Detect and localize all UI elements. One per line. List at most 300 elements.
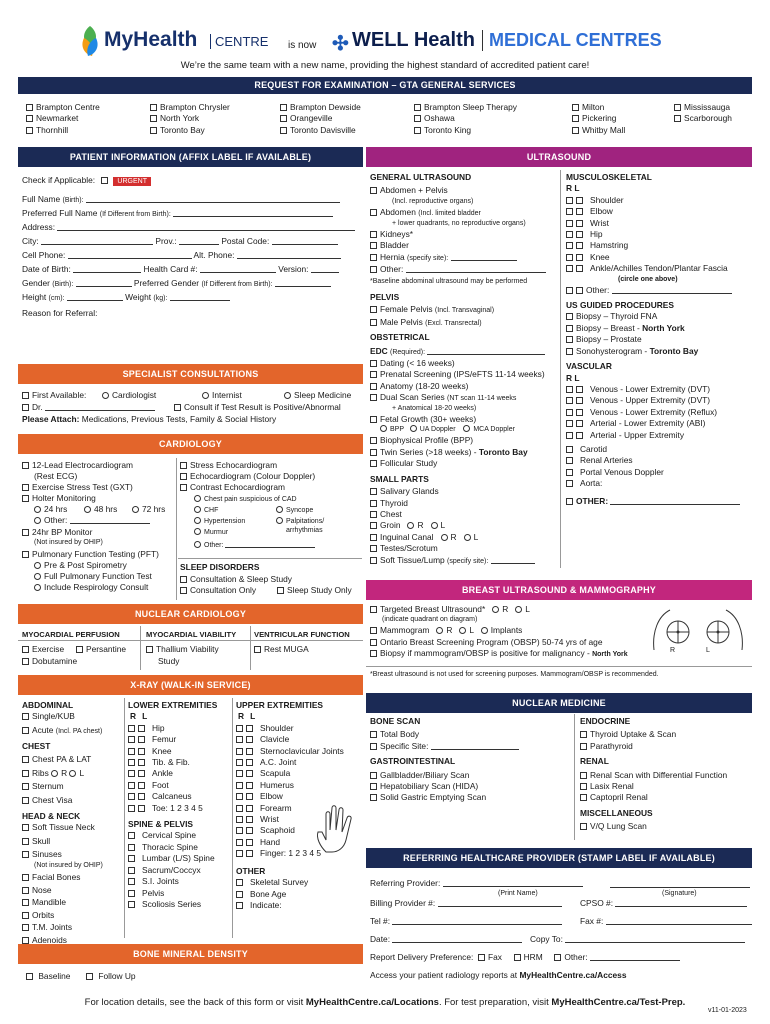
checkbox[interactable] <box>22 838 29 845</box>
consult-only[interactable] <box>180 585 256 596</box>
checkbox[interactable] <box>566 386 573 393</box>
checkbox[interactable] <box>370 522 377 529</box>
checkbox[interactable] <box>128 725 135 732</box>
checkbox[interactable] <box>22 484 29 491</box>
echo-other[interactable] <box>194 540 315 551</box>
list-item[interactable] <box>128 842 217 853</box>
checkbox[interactable] <box>576 420 583 427</box>
list-item[interactable] <box>566 240 740 251</box>
list-item[interactable] <box>128 746 217 757</box>
signature-line[interactable] <box>610 879 750 888</box>
checkbox[interactable] <box>26 973 33 980</box>
input-line[interactable] <box>610 496 740 505</box>
city-input[interactable] <box>41 236 153 245</box>
edc[interactable] <box>370 346 546 358</box>
checkbox[interactable] <box>246 782 253 789</box>
us-other[interactable] <box>370 264 546 275</box>
hida[interactable] <box>370 781 519 792</box>
acute[interactable] <box>22 725 103 737</box>
checkbox[interactable] <box>22 783 29 790</box>
checkbox[interactable] <box>128 855 135 862</box>
checkbox[interactable] <box>128 878 135 885</box>
loc-orangeville[interactable] <box>280 113 361 124</box>
checkbox[interactable] <box>572 127 579 134</box>
checkbox[interactable] <box>22 551 29 558</box>
fax[interactable] <box>580 916 752 927</box>
checkbox[interactable] <box>572 115 579 122</box>
abd-pelvis[interactable] <box>370 185 546 196</box>
checkbox[interactable] <box>138 770 145 777</box>
groin[interactable] <box>370 520 546 531</box>
bp-monitor[interactable] <box>22 527 92 538</box>
checkbox[interactable] <box>128 782 135 789</box>
loc-milton[interactable] <box>572 102 625 113</box>
list-item[interactable] <box>566 206 740 217</box>
checkbox[interactable] <box>22 658 29 665</box>
list-item[interactable] <box>236 768 344 779</box>
salivary[interactable] <box>370 486 546 497</box>
checkbox[interactable] <box>280 127 287 134</box>
pref-gender-input[interactable] <box>275 278 331 287</box>
checkbox[interactable] <box>414 104 421 111</box>
contrast-echo[interactable] <box>180 482 285 493</box>
checkbox[interactable] <box>236 805 243 812</box>
input-line[interactable] <box>45 402 155 411</box>
radio[interactable] <box>132 506 139 513</box>
testes[interactable] <box>370 543 546 554</box>
holter-other[interactable] <box>34 515 150 526</box>
checkbox[interactable] <box>566 457 573 464</box>
radio[interactable] <box>284 392 291 399</box>
checkbox[interactable] <box>580 823 587 830</box>
soft-tissue[interactable] <box>370 555 546 567</box>
checkbox[interactable] <box>128 844 135 851</box>
fetal-growth[interactable] <box>370 414 546 425</box>
checkbox[interactable] <box>280 104 287 111</box>
checkbox[interactable] <box>370 743 377 750</box>
radio[interactable] <box>194 528 201 535</box>
stress-echo[interactable] <box>180 460 277 471</box>
radio[interactable] <box>202 392 209 399</box>
renal-diff[interactable] <box>580 770 727 781</box>
checkbox[interactable] <box>246 736 253 743</box>
kidneys[interactable] <box>370 229 546 240</box>
checkbox[interactable] <box>22 887 29 894</box>
loc-scarborough[interactable] <box>674 113 732 124</box>
checkbox[interactable] <box>580 743 587 750</box>
checkbox[interactable] <box>236 816 243 823</box>
list-item[interactable] <box>128 768 217 779</box>
list-item[interactable] <box>128 899 217 910</box>
checkbox[interactable] <box>370 371 377 378</box>
billing-provider[interactable] <box>370 898 562 909</box>
checkbox[interactable] <box>22 899 29 906</box>
usg-breast[interactable] <box>566 323 740 334</box>
persantine[interactable] <box>76 644 126 655</box>
input-line[interactable] <box>392 934 522 943</box>
dobutamine[interactable] <box>22 656 77 667</box>
radio[interactable] <box>515 606 522 613</box>
checkbox[interactable] <box>236 725 243 732</box>
list-item[interactable] <box>566 229 740 240</box>
list-item[interactable] <box>236 889 344 900</box>
radio[interactable] <box>436 627 443 634</box>
checkbox[interactable] <box>370 394 377 401</box>
checkbox[interactable] <box>22 797 29 804</box>
checkbox[interactable] <box>566 220 573 227</box>
list-item[interactable] <box>566 263 740 274</box>
checkbox[interactable] <box>576 287 583 294</box>
follicular[interactable] <box>370 458 546 469</box>
checkbox[interactable] <box>128 748 135 755</box>
access-link[interactable]: MyHealthCentre.ca/Access <box>519 970 627 980</box>
checkbox[interactable] <box>580 731 587 738</box>
list-item[interactable] <box>128 791 217 802</box>
hernia[interactable] <box>370 252 546 264</box>
checkbox[interactable] <box>150 115 157 122</box>
checkbox[interactable] <box>180 462 187 469</box>
checkbox[interactable] <box>138 805 145 812</box>
ribs[interactable] <box>22 768 103 779</box>
version-input[interactable] <box>311 264 339 273</box>
list-item[interactable] <box>566 418 740 429</box>
full-pft[interactable] <box>34 571 152 582</box>
radio[interactable] <box>481 627 488 634</box>
list-item[interactable] <box>128 734 217 745</box>
checkbox[interactable] <box>370 500 377 507</box>
checkbox[interactable] <box>370 650 377 657</box>
checkbox[interactable] <box>246 748 253 755</box>
syncope[interactable] <box>276 506 313 516</box>
checkbox[interactable] <box>22 404 29 411</box>
checkbox[interactable] <box>22 529 29 536</box>
radio[interactable] <box>51 770 58 777</box>
checkbox[interactable] <box>180 576 187 583</box>
checkbox[interactable] <box>370 449 377 456</box>
radio[interactable] <box>84 506 91 513</box>
checkbox[interactable] <box>128 832 135 839</box>
checkbox[interactable] <box>277 587 284 594</box>
full-name-field[interactable] <box>22 194 340 206</box>
checkbox[interactable] <box>370 534 377 541</box>
soft-tissue-neck[interactable] <box>22 822 103 833</box>
checkbox[interactable] <box>370 306 377 313</box>
checkbox[interactable] <box>370 557 377 564</box>
bmd-followup[interactable] <box>86 971 136 982</box>
list-item[interactable] <box>128 853 217 864</box>
anatomy[interactable] <box>370 381 546 392</box>
checkbox[interactable] <box>236 782 243 789</box>
dual-scan[interactable] <box>370 392 546 404</box>
radio[interactable] <box>441 534 448 541</box>
preferred-name-field[interactable] <box>22 208 333 220</box>
checkbox[interactable] <box>576 265 583 272</box>
list-item[interactable] <box>236 877 344 888</box>
holter-24[interactable] <box>34 504 67 515</box>
checkbox[interactable] <box>128 759 135 766</box>
loc-toronto-king[interactable] <box>414 125 517 136</box>
checkbox[interactable] <box>150 104 157 111</box>
loc-whitby-mall[interactable] <box>572 125 625 136</box>
first-available[interactable] <box>22 390 86 401</box>
consult-positive[interactable] <box>174 402 341 413</box>
checkbox[interactable] <box>566 420 573 427</box>
checkbox[interactable] <box>246 850 253 857</box>
loc-toronto-davisville[interactable] <box>280 125 361 136</box>
checkbox[interactable] <box>174 404 181 411</box>
checkbox[interactable] <box>370 254 377 261</box>
abdomen[interactable] <box>370 207 546 219</box>
checkbox[interactable] <box>128 736 135 743</box>
sinuses[interactable] <box>22 849 103 860</box>
list-item[interactable] <box>236 723 344 734</box>
checkbox[interactable] <box>138 759 145 766</box>
checkbox[interactable] <box>76 646 83 653</box>
internist-option[interactable] <box>202 390 242 401</box>
checkbox[interactable] <box>674 115 681 122</box>
checkbox[interactable] <box>580 783 587 790</box>
postal-input[interactable] <box>272 236 338 245</box>
checkbox[interactable] <box>26 104 33 111</box>
hypertension[interactable] <box>194 517 245 527</box>
checkbox[interactable] <box>26 127 33 134</box>
facial-bones[interactable] <box>22 872 103 883</box>
list-item[interactable] <box>236 791 344 802</box>
checkbox[interactable] <box>180 587 187 594</box>
list-item[interactable] <box>566 384 740 395</box>
radio[interactable] <box>194 506 201 513</box>
checkbox[interactable] <box>566 397 573 404</box>
radio[interactable] <box>34 562 41 569</box>
radio[interactable] <box>194 541 201 548</box>
list-item[interactable] <box>236 780 344 791</box>
loc-toronto-bay[interactable] <box>150 125 230 136</box>
input-line[interactable] <box>438 898 562 907</box>
checkbox[interactable] <box>370 266 377 273</box>
checkbox[interactable] <box>566 231 573 238</box>
vq-scan[interactable] <box>580 821 727 832</box>
mandible[interactable] <box>22 897 103 908</box>
list-item[interactable] <box>566 407 740 418</box>
radio[interactable] <box>431 522 438 529</box>
input-line[interactable] <box>491 555 535 564</box>
checkbox[interactable] <box>246 827 253 834</box>
checkbox[interactable] <box>566 208 573 215</box>
radio[interactable] <box>194 495 201 502</box>
checkbox[interactable] <box>566 498 573 505</box>
thyroid-uptake[interactable] <box>580 729 727 740</box>
orbits[interactable] <box>22 910 103 921</box>
checkbox[interactable] <box>576 197 583 204</box>
checkbox[interactable] <box>414 115 421 122</box>
list-item[interactable] <box>128 723 217 734</box>
checkbox[interactable] <box>370 772 377 779</box>
fax-checkbox[interactable] <box>478 954 485 961</box>
checkbox[interactable] <box>370 627 377 634</box>
list-item[interactable] <box>566 444 740 455</box>
radio[interactable] <box>276 506 283 513</box>
address-field[interactable] <box>22 222 355 233</box>
checkbox[interactable] <box>370 242 377 249</box>
male-pelvis[interactable] <box>370 317 546 329</box>
locations-link[interactable]: MyHealthCentre.ca/Locations <box>305 997 439 1008</box>
checkbox[interactable] <box>566 480 573 487</box>
radio[interactable] <box>459 627 466 634</box>
murmur[interactable] <box>194 528 228 538</box>
checkbox[interactable] <box>280 115 287 122</box>
checkbox[interactable] <box>370 416 377 423</box>
checkbox[interactable] <box>370 731 377 738</box>
checkbox[interactable] <box>236 748 243 755</box>
checkbox[interactable] <box>138 748 145 755</box>
checkbox[interactable] <box>236 793 243 800</box>
checkbox[interactable] <box>128 770 135 777</box>
checkbox[interactable] <box>128 901 135 908</box>
checkbox[interactable] <box>674 104 681 111</box>
consult-sleep[interactable] <box>180 574 292 585</box>
twin-series[interactable] <box>370 447 546 458</box>
checkbox[interactable] <box>22 874 29 881</box>
gastric[interactable] <box>370 792 519 803</box>
single-kub[interactable] <box>22 711 103 722</box>
checkbox[interactable] <box>22 462 29 469</box>
checkbox[interactable] <box>246 805 253 812</box>
captopril[interactable] <box>580 792 727 803</box>
dr-field[interactable] <box>22 402 155 413</box>
dating[interactable] <box>370 358 546 369</box>
radio[interactable] <box>464 534 471 541</box>
thyroid[interactable] <box>370 498 546 509</box>
holter-48[interactable] <box>84 504 117 515</box>
loc-brampton-sleep[interactable] <box>414 102 517 113</box>
holter[interactable] <box>22 493 96 504</box>
checkbox[interactable] <box>138 736 145 743</box>
checkbox[interactable] <box>22 824 29 831</box>
loc-oshawa[interactable] <box>414 113 517 124</box>
chest-pain[interactable] <box>194 495 297 505</box>
bmd-baseline[interactable] <box>26 971 70 982</box>
list-item[interactable] <box>566 252 740 263</box>
chest-visa[interactable] <box>22 795 103 806</box>
sternum[interactable] <box>22 781 103 792</box>
checkbox[interactable] <box>86 973 93 980</box>
checkbox[interactable] <box>370 488 377 495</box>
checkbox[interactable] <box>370 639 377 646</box>
input-line[interactable] <box>451 252 517 261</box>
input-line[interactable] <box>431 741 519 750</box>
chf[interactable] <box>194 506 218 516</box>
checkbox[interactable] <box>246 816 253 823</box>
checkbox[interactable] <box>150 127 157 134</box>
checkbox[interactable] <box>180 484 187 491</box>
checkbox[interactable] <box>138 725 145 732</box>
list-item[interactable] <box>128 830 217 841</box>
checkbox[interactable] <box>580 772 587 779</box>
checkbox[interactable] <box>22 727 29 734</box>
checkbox[interactable] <box>580 794 587 801</box>
muga[interactable] <box>254 644 309 655</box>
input-line[interactable] <box>173 208 333 217</box>
checkbox[interactable] <box>236 827 243 834</box>
checkbox[interactable] <box>370 783 377 790</box>
list-item[interactable] <box>236 757 344 768</box>
input-line[interactable] <box>615 898 747 907</box>
radio[interactable] <box>102 392 109 399</box>
checkbox[interactable] <box>236 759 243 766</box>
checkbox[interactable] <box>22 912 29 919</box>
cpso[interactable] <box>580 898 747 909</box>
gallbladder[interactable] <box>370 770 519 781</box>
hrm-checkbox[interactable] <box>514 954 521 961</box>
checkbox[interactable] <box>576 432 583 439</box>
checkbox[interactable] <box>566 336 573 343</box>
cardiologist-option[interactable] <box>102 390 156 401</box>
checkbox[interactable] <box>146 646 153 653</box>
list-item[interactable] <box>566 478 740 489</box>
checkbox[interactable] <box>566 432 573 439</box>
radio[interactable] <box>492 606 499 613</box>
usg-sono[interactable] <box>566 346 740 357</box>
checkbox[interactable] <box>566 242 573 249</box>
radio[interactable] <box>69 770 76 777</box>
loc-thornhill[interactable] <box>26 125 100 136</box>
skull[interactable] <box>22 836 103 847</box>
checkbox[interactable] <box>370 231 377 238</box>
input-line[interactable] <box>427 346 545 355</box>
checkbox[interactable] <box>566 254 573 261</box>
prenatal[interactable] <box>370 369 546 380</box>
input-line[interactable] <box>590 952 680 961</box>
usg-thyroid[interactable] <box>566 311 740 322</box>
msk-other[interactable] <box>566 285 740 296</box>
tm-joints[interactable] <box>22 922 103 933</box>
loc-brampton-dewside[interactable] <box>280 102 361 113</box>
list-item[interactable] <box>566 455 740 466</box>
input-line[interactable] <box>70 515 150 524</box>
date[interactable] <box>370 934 522 945</box>
gxt[interactable] <box>22 482 133 493</box>
chest-pa[interactable] <box>22 754 103 765</box>
loc-brampton-centre[interactable] <box>26 102 100 113</box>
radio[interactable] <box>34 573 41 580</box>
checkbox[interactable] <box>576 254 583 261</box>
resp-consult[interactable] <box>34 582 148 593</box>
loc-mississauga[interactable] <box>674 102 732 113</box>
checkbox[interactable] <box>22 756 29 763</box>
radio[interactable] <box>410 425 417 432</box>
referring-provider[interactable] <box>370 878 583 889</box>
lasix[interactable] <box>580 781 727 792</box>
checkbox[interactable] <box>414 127 421 134</box>
checkbox[interactable] <box>370 360 377 367</box>
list-item[interactable] <box>566 430 740 441</box>
input-line[interactable] <box>606 916 752 925</box>
alt-input[interactable] <box>237 250 341 259</box>
sleep-medicine-option[interactable] <box>284 390 351 401</box>
checkbox[interactable] <box>236 879 243 886</box>
checkbox[interactable] <box>236 902 243 909</box>
input-line[interactable] <box>565 934 745 943</box>
checkbox[interactable] <box>254 646 261 653</box>
list-item[interactable] <box>236 900 344 911</box>
other-checkbox[interactable] <box>554 954 561 961</box>
checkbox[interactable] <box>370 319 377 326</box>
list-item[interactable] <box>128 780 217 791</box>
list-item[interactable] <box>128 803 217 814</box>
thallium[interactable] <box>146 644 219 655</box>
checkbox[interactable] <box>370 187 377 194</box>
checkbox[interactable] <box>566 287 573 294</box>
